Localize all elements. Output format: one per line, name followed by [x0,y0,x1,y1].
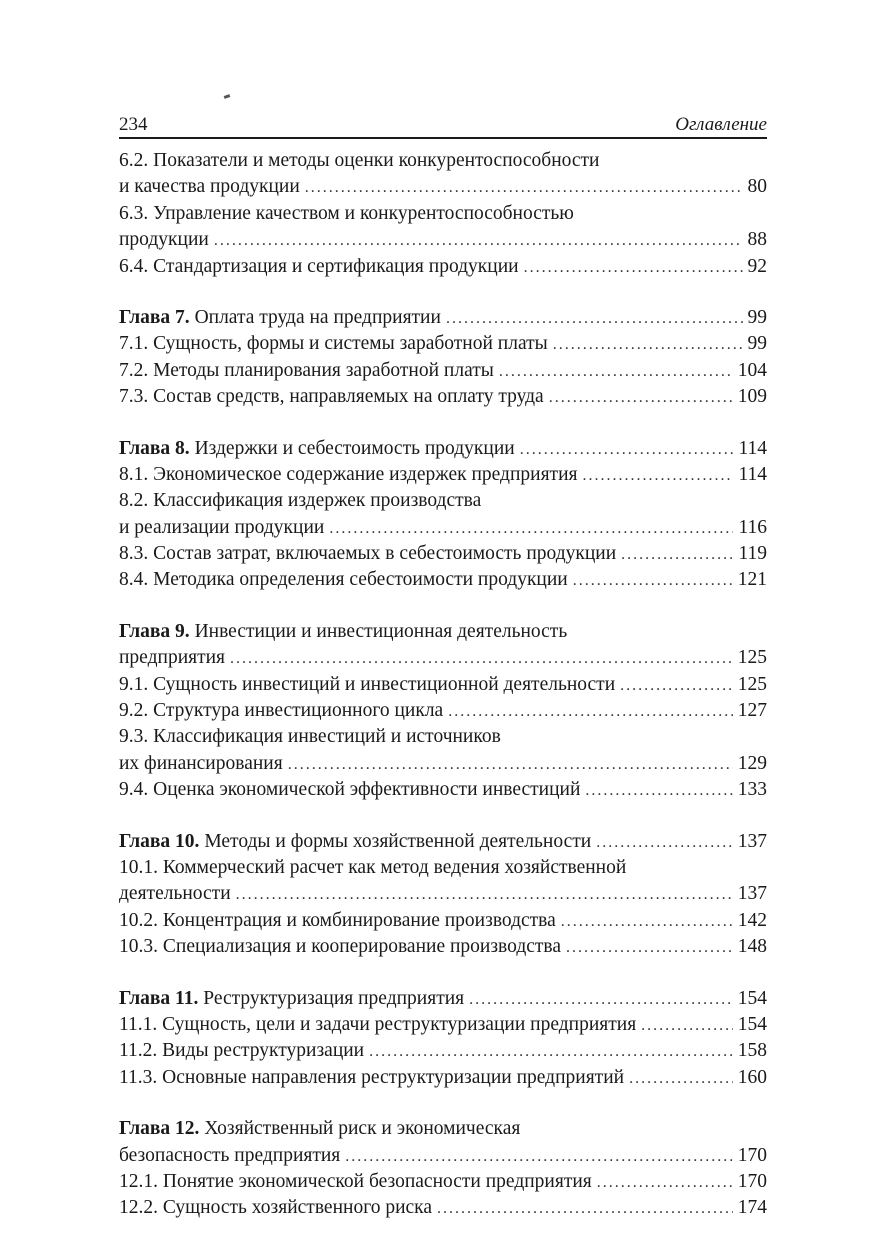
toc-section-entry[interactable] [119,358,767,384]
entry-title: 11.3. Основные направления реструктуризации предприятий [119,1066,625,1088]
toc-line [119,462,767,488]
toc-section-entry[interactable] [119,1038,767,1064]
dot-leader [448,699,733,725]
entry-title: предприятия [119,647,226,669]
toc-line [119,436,767,462]
toc-section-entry[interactable] [119,1012,767,1038]
toc-section-entry[interactable] [119,698,767,724]
entry-title: 8.4. Методика определения себестоимости продукции [119,569,568,591]
page-ref: 92 [747,255,767,277]
toc-line [119,672,767,698]
toc-line [119,1065,767,1091]
dot-leader [629,1066,733,1092]
entry-title: безопасность предприятия [119,1144,341,1166]
dot-leader [596,830,733,856]
entry-title: Оплата труда на предприятии [194,306,441,328]
page-ref: 127 [737,700,767,722]
page-ref: 121 [737,569,767,591]
entry-title: 9.3. Классификация инвестиций и источников [119,726,501,748]
toc-section-entry[interactable] [119,384,767,410]
page-ref: 114 [738,437,767,459]
entry-title: 6.3. Управление качеством и конкурентоспособностью [119,202,574,224]
dot-leader [369,1039,733,1065]
section-title: Оглавление [675,114,767,135]
entry-title: 10.1. Коммерческий расчет как метод ведения хозяйственной [119,856,627,878]
toc-line [119,488,767,514]
toc-line [119,148,767,174]
toc-line [119,541,767,567]
toc-line [119,1195,767,1221]
entry-title: Издержки и себестоимость продукции [194,437,515,459]
page-ref: 154 [737,987,767,1009]
page-ref: 119 [738,543,767,565]
toc-chapter-group [119,305,767,411]
entry-title: 7.3. Состав средств, направляемых на оплату труда [119,386,544,408]
dot-leader [329,516,733,542]
entry-title: их финансирования [119,752,283,774]
toc-line [119,1169,767,1195]
page-ref: 88 [747,229,767,251]
toc-section-entry[interactable] [119,254,767,280]
page-ref: 170 [737,1144,767,1166]
toc-line [119,567,767,593]
entry-title: и качества продукции [119,176,300,198]
toc-chapter-group [119,436,767,594]
page-ref: 129 [737,752,767,774]
page-ref: 170 [737,1170,767,1192]
ink-speck [224,94,231,99]
toc-section-entry[interactable] [119,934,767,960]
toc-section-entry[interactable] [119,201,767,254]
page-ref: 114 [738,463,767,485]
dot-leader [641,1013,733,1039]
dot-leader [582,463,733,489]
page-ref: 125 [737,673,767,695]
page-ref: 116 [738,516,767,538]
toc-line [119,254,767,280]
toc-chapter-entry[interactable] [119,986,767,1012]
dot-leader [446,306,743,332]
entry-title: 8.2. Классификация издержек производства [119,490,482,512]
dot-leader [437,1196,733,1222]
entry-title: 12.1. Понятие экономической безопасности предприятия [119,1170,592,1192]
dot-leader [236,882,733,908]
toc-line [119,829,767,855]
page-ref: 99 [747,333,767,355]
dot-leader [549,385,733,411]
page-ref: 160 [737,1066,767,1088]
toc-chapter-group [119,1116,767,1222]
toc-line [119,934,767,960]
page-ref: 148 [737,936,767,958]
toc-chapter-entry[interactable] [119,829,767,855]
toc-section-entry[interactable] [119,541,767,567]
entry-title: Хозяйственный риск и экономическая [204,1118,521,1140]
toc-line [119,227,767,253]
chapter-label: Глава 10. [119,830,200,852]
toc-chapter-entry[interactable] [119,619,767,672]
toc-section-entry[interactable] [119,855,767,908]
chapter-label: Глава 12. [119,1118,200,1140]
toc-line [119,174,767,200]
entry-title: 7.1. Сущность, формы и системы заработной платы [119,333,548,355]
page-ref: 137 [737,883,767,905]
toc-section-entry[interactable] [119,462,767,488]
dot-leader [566,935,733,961]
entry-title: 7.2. Методы планирования заработной платы [119,359,494,381]
dot-leader [573,568,733,594]
entry-title: 9.2. Структура инвестиционного цикла [119,700,444,722]
entry-title: 10.3. Специализация и кооперирование производства [119,936,562,958]
dot-leader [214,228,743,254]
toc-line [119,1143,767,1169]
toc-chapter-entry[interactable] [119,1116,767,1169]
chapter-label: Глава 7. [119,306,190,328]
chapter-label: Глава 11. [119,987,199,1009]
dot-leader [553,332,743,358]
page-ref: 104 [737,359,767,381]
toc-line [119,201,767,227]
toc-line [119,331,767,357]
entry-title: 12.2. Сущность хозяйственного риска [119,1197,432,1219]
page-ref: 158 [737,1040,767,1062]
toc-line [119,855,767,881]
entry-title: и реализации продукции [119,516,325,538]
toc-line [119,515,767,541]
toc-line [119,305,767,331]
page-ref: 142 [737,909,767,931]
page-ref: 133 [737,779,767,801]
entry-title: Методы и формы хозяйственной деятельности [204,830,592,852]
page-ref: 174 [737,1197,767,1219]
entry-title: 10.2. Концентрация и комбинирование производства [119,909,556,931]
toc-line [119,724,767,750]
toc-line [119,1012,767,1038]
dot-leader [305,175,743,201]
toc-line [119,986,767,1012]
dot-leader [288,752,733,778]
toc-line [119,1038,767,1064]
entry-title: 6.2. Показатели и методы оценки конкурентоспособности [119,150,600,171]
toc-chapter-group [119,619,767,804]
toc-section-entry[interactable] [119,567,767,593]
toc-section-entry[interactable] [119,331,767,357]
entry-title: 8.3. Состав затрат, включаемых в себестоимость продукции [119,543,617,565]
toc-chapter-entry[interactable] [119,436,767,462]
entry-title: Реструктуризация предприятия [203,987,465,1009]
dot-leader [499,359,733,385]
dot-leader [469,987,733,1013]
toc-section-entry[interactable] [119,1169,767,1195]
entry-title: 8.1. Экономическое содержание издержек предприятия [119,463,578,485]
toc-line [119,777,767,803]
toc-section-entry[interactable] [119,488,767,541]
page-number: 234 [119,114,148,135]
toc-line [119,1116,767,1142]
page-ref: 109 [737,386,767,408]
toc-line [119,645,767,671]
entry-title: 11.2. Виды реструктуризации [119,1040,365,1062]
page-ref: 137 [737,830,767,852]
page-ref: 125 [737,647,767,669]
entry-title: 11.1. Сущность, цели и задачи реструктуризации предприятия [119,1013,637,1035]
toc-chapter-group [119,829,767,961]
header-rule [119,137,767,139]
dot-leader [520,437,734,463]
toc-line [119,384,767,410]
dot-leader [561,909,733,935]
toc-section-entry[interactable] [119,148,767,201]
toc-chapter-group [119,148,767,280]
toc-section-entry[interactable] [119,724,767,777]
dot-leader [585,778,732,804]
entry-title: Инвестиции и инвестиционная деятельность [194,620,568,642]
dot-leader [620,673,733,699]
toc-chapter-group [119,986,767,1092]
dot-leader [345,1144,732,1170]
toc-chapter-entry[interactable] [119,305,767,331]
dot-leader [597,1170,733,1196]
entry-title: 9.4. Оценка экономической эффективности инвестиций [119,779,581,801]
dot-leader [524,255,743,281]
toc-line [119,908,767,934]
toc-section-entry[interactable] [119,1195,767,1221]
toc-section-entry[interactable] [119,777,767,803]
dot-leader [230,646,733,672]
entry-title: деятельности [119,883,231,905]
entry-title: 9.1. Сущность инвестиций и инвестиционной деятельности [119,673,616,695]
entry-title: продукции [119,229,209,251]
page-ref: 80 [747,176,767,198]
toc-line [119,619,767,645]
table-of-contents [119,148,767,1247]
running-head [119,110,767,136]
dot-leader [621,542,733,568]
toc-line [119,698,767,724]
page-ref: 99 [747,306,767,328]
toc-line [119,881,767,907]
toc-section-entry[interactable] [119,672,767,698]
toc-line [119,358,767,384]
page-ref: 154 [737,1013,767,1035]
chapter-label: Глава 9. [119,620,190,642]
toc-section-entry[interactable] [119,1065,767,1091]
toc-line [119,751,767,777]
chapter-label: Глава 8. [119,437,190,459]
toc-section-entry[interactable] [119,908,767,934]
entry-title: 6.4. Стандартизация и сертификация продукции [119,255,519,277]
